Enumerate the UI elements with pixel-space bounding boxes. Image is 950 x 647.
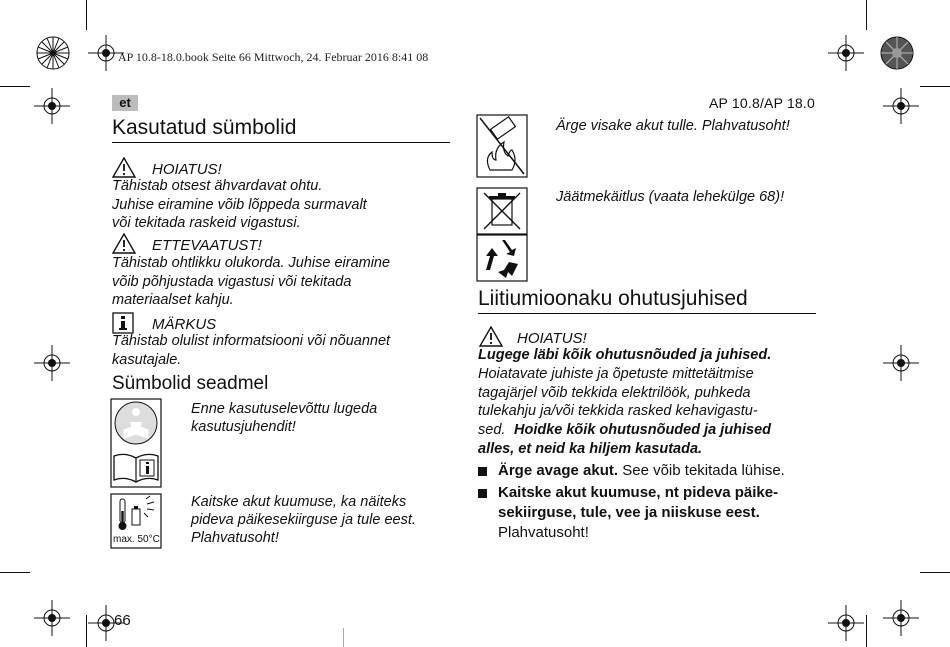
caution-line: võib põhjustada vigastusi või tekitada <box>112 274 352 290</box>
liion-body-line: sed. <box>478 422 506 438</box>
warning-line: või tekitada raskeid vigastusi. <box>112 215 301 231</box>
warning-label: HOIATUS! <box>152 161 222 178</box>
read-manual-icon <box>110 398 162 488</box>
max-temperature-label: max. 50°C <box>113 534 160 545</box>
liion-warning-label: HOIATUS! <box>517 330 587 347</box>
crop-line <box>866 615 867 647</box>
warning-triangle-icon <box>479 326 503 347</box>
section-title-liion: Liitiumioonaku ohutusjuhised <box>478 287 816 314</box>
crosshair-mark-left-middle <box>34 345 70 381</box>
info-note-icon <box>112 312 134 334</box>
recycle-icon <box>476 234 528 282</box>
bullet-square-icon <box>478 467 487 476</box>
crosshair-mark-left-lower <box>34 600 70 636</box>
bullet-square-icon <box>478 489 487 498</box>
bullet-bold: Ärge avage akut. <box>498 462 619 479</box>
heat-symbol-text: Plahvatusoht! <box>191 530 279 546</box>
model-label: AP 10.8/AP 18.0 <box>708 95 815 111</box>
crosshair-mark-right-upper <box>883 88 919 124</box>
device-symbols-title: Sümbolid seadmel <box>112 373 269 394</box>
note-line: Tähistab olulist informatsiooni või nõuannet <box>112 333 391 349</box>
fire-warning-text: Ärge visake akut tulle. Plahvatusoht! <box>556 118 790 134</box>
heat-symbol-text: Kaitske akut kuumuse, ka näiteks <box>191 494 407 510</box>
crosshair-mark-bottom-right <box>828 605 864 641</box>
registration-mark-top-right <box>874 30 920 76</box>
heat-symbol-text: pideva päikesekiirguse ja tule eest. <box>191 512 416 528</box>
liion-body-line: tulekahju ja/või tekkida rasked kehavigastu- <box>478 403 758 419</box>
caution-triangle-icon <box>112 233 136 254</box>
crossed-bin-icon <box>476 187 528 235</box>
bullet-item <box>478 483 843 543</box>
liion-keep-instructions: alles, et neid ka hiljem kasutada. <box>478 441 703 457</box>
registration-mark-top-left <box>30 30 76 76</box>
note-line: kasutajale. <box>112 352 182 368</box>
liion-body-line: tagajärjel võib tekkida elektrilöök, puhkeda <box>478 385 751 401</box>
liion-keep-instructions: Hoidke kõik ohutusnõuded ja juhised <box>514 422 771 438</box>
crosshair-mark-right-lower <box>883 600 919 636</box>
no-fire-icon <box>476 114 528 178</box>
manual-symbol-text: kasutusjuhendit! <box>191 419 296 435</box>
manual-symbol-text: Enne kasutuselevõttu lugeda <box>191 401 378 417</box>
crosshair-mark-left-upper <box>34 88 70 124</box>
page-number: 66 <box>114 612 131 629</box>
crosshair-mark-top-right <box>828 35 864 71</box>
warning-line: Juhise eiramine võib lõppeda surmavalt <box>112 197 367 213</box>
language-badge: et <box>112 95 138 111</box>
caution-line: materiaalset kahju. <box>112 292 234 308</box>
caution-line: Tähistab ohtlikku olukorda. Juhise eiramine <box>112 255 391 271</box>
warning-line: Tähistab otsest ähvardavat ohtu. <box>112 178 323 194</box>
crop-line <box>920 572 950 573</box>
bullet-text: See võib tekitada lühise. <box>618 462 785 479</box>
disposal-text: Jäätmekäitlus (vaata lehekülge 68)! <box>556 189 785 205</box>
crop-line <box>866 0 867 30</box>
print-header: AP 10.8-18.0.book Seite 66 Mittwoch, 24. Februar 2016 8:41 08 <box>118 50 429 64</box>
crop-line <box>86 615 87 647</box>
bullet-item <box>478 461 843 481</box>
crop-line <box>920 86 950 87</box>
crop-line <box>0 86 30 87</box>
liion-intro: Lugege läbi kõik ohutusnõuded ja juhised. <box>478 347 772 363</box>
section-title-symbols: Kasutatud sümbolid <box>112 116 450 143</box>
note-label: MÄRKUS <box>152 316 217 333</box>
bullet-text: Plahvatusoht! <box>498 524 589 541</box>
bullet-bold: sekiirguse, tule, vee ja niiskuse eest. <box>498 504 760 521</box>
liion-body-line: Hoiatavate juhiste ja õpetuste mittetäitmise <box>478 366 754 382</box>
crosshair-mark-right-middle <box>883 345 919 381</box>
bullet-bold: Kaitske akut kuumuse, nt pideva päike- <box>498 484 779 501</box>
caution-label: ETTEVAATUST! <box>152 237 262 254</box>
crop-line <box>0 572 30 573</box>
center-mark <box>343 628 344 647</box>
crop-line <box>86 0 87 30</box>
warning-triangle-icon <box>112 157 136 178</box>
